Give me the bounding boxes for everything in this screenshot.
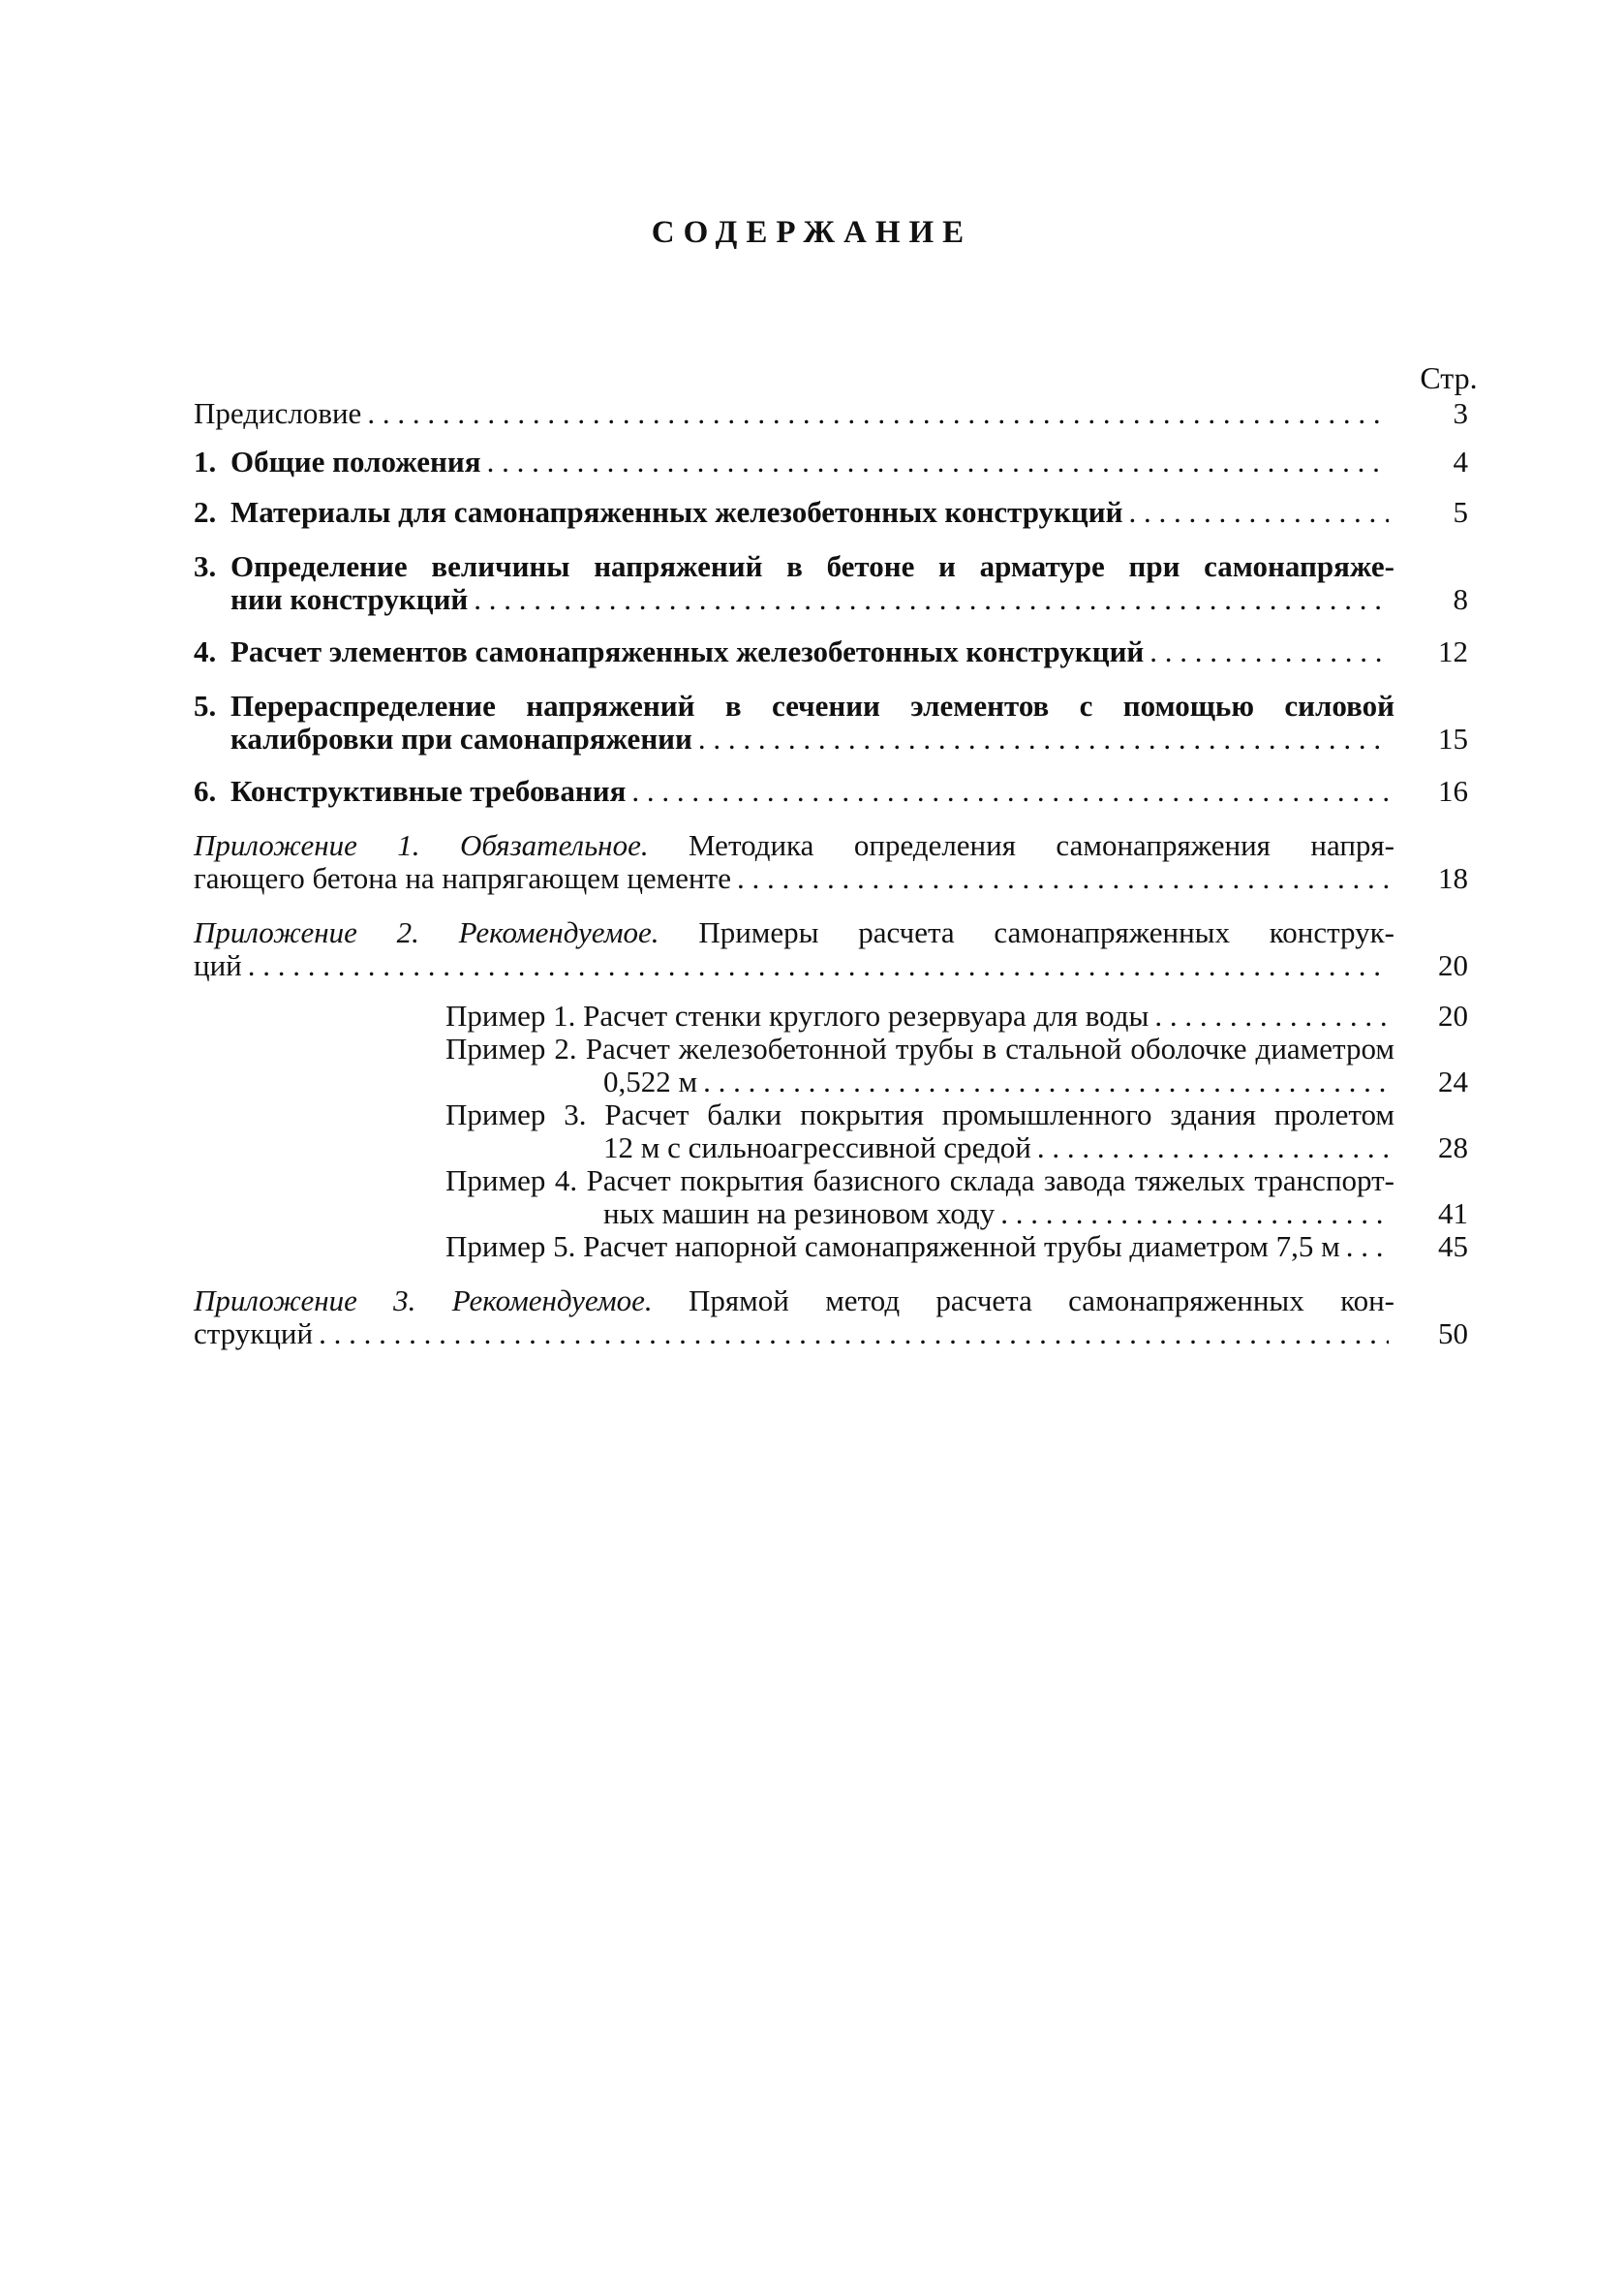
dot-leader	[1129, 496, 1390, 529]
toc-entry-5: 5. Перераспределение напряжений в сечении элементов с помощью силовой калибровки при самонапряжении . . . 15	[194, 690, 1468, 756]
toc-entry-appendix-1: Приложение 1. Обязательное. Методика определения самонапряжения напря- гающего бетона на напрягающем цементе . . . 18	[194, 829, 1468, 895]
dot-leader	[698, 723, 1389, 756]
dot-leader	[474, 583, 1389, 616]
toc-entry-appendix-3: Приложение 3. Рекомендуемое. Прямой метод расчета самонапряженных кон- струкций . . . 50	[194, 1284, 1468, 1350]
page-column-label: Стр.	[1420, 360, 1478, 395]
toc-entry-2: 2. Материалы для самонапряженных железобетонных конструкций . . . 5	[194, 496, 1468, 529]
toc-example-1: Пример 1. Расчет стенки круглого резервуара для воды . . . 20	[194, 1000, 1468, 1033]
dot-leader	[1154, 1000, 1389, 1033]
dot-leader	[1149, 635, 1389, 668]
toc-page-number: 20	[1438, 948, 1468, 982]
dot-leader	[1000, 1197, 1389, 1230]
toc-example-5: Пример 5. Расчет напорной самонапряженной трубы диаметром 7,5 м . . . 45	[194, 1230, 1468, 1263]
toc-page-number: 24	[1438, 1065, 1468, 1098]
toc-page-number: 45	[1438, 1229, 1468, 1263]
toc-entry-1: 1. Общие положения . . . 4	[194, 446, 1468, 479]
toc-page-number: 50	[1438, 1316, 1468, 1350]
toc-page-number: 18	[1438, 861, 1468, 895]
toc-page-number: 15	[1438, 722, 1468, 756]
toc-page-number: 16	[1438, 774, 1468, 808]
toc-example-4: Пример 4. Расчет покрытия базисного склада завода тяжелых транспорт- ных машин на резиновом ходу . . . 41	[194, 1164, 1468, 1230]
toc-page-number: 3	[1453, 396, 1468, 430]
dot-leader	[1037, 1131, 1389, 1164]
toc-entry-6: 6. Конструктивные требования . . . 16	[194, 775, 1468, 808]
table-of-contents	[194, 397, 1468, 1350]
dot-leader	[703, 1066, 1389, 1098]
dot-leader	[487, 446, 1389, 479]
dot-leader	[367, 397, 1389, 430]
toc-entry-preface: Предисловие . . . 3	[194, 397, 1468, 430]
toc-page-number: 20	[1438, 999, 1468, 1033]
dot-leader	[631, 775, 1389, 808]
toc-page-number: 41	[1438, 1196, 1468, 1230]
toc-entry-appendix-2: Приложение 2. Рекомендуемое. Примеры расчета самонапряженных конструк- ций . . . 20	[194, 916, 1468, 982]
dot-leader	[737, 862, 1389, 895]
toc-page-number: 5	[1453, 495, 1468, 529]
page-title: СОДЕРЖАНИЕ	[651, 215, 973, 250]
toc-page-number: 12	[1438, 634, 1468, 668]
toc-page-number: 4	[1453, 445, 1468, 479]
dot-leader	[319, 1317, 1389, 1350]
dot-leader	[248, 949, 1389, 982]
toc-example-2: Пример 2. Расчет железобетонной трубы в стальной оболочке диаметром 0,522 м . . . 24	[194, 1033, 1468, 1098]
toc-page-number: 28	[1438, 1130, 1468, 1164]
toc-entry-3: 3. Определение величины напряжений в бетоне и арматуре при самонапряже- нии конструкций . . . 8	[194, 550, 1468, 616]
toc-example-3: Пример 3. Расчет балки покрытия промышленного здания пролетом 12 м с сильноагрессивной средой . . . 28	[194, 1098, 1468, 1164]
toc-entry-4: 4. Расчет элементов самонапряженных железобетонных конструкций . . . 12	[194, 635, 1468, 668]
toc-page-number: 8	[1453, 582, 1468, 616]
dot-leader	[1346, 1230, 1389, 1263]
